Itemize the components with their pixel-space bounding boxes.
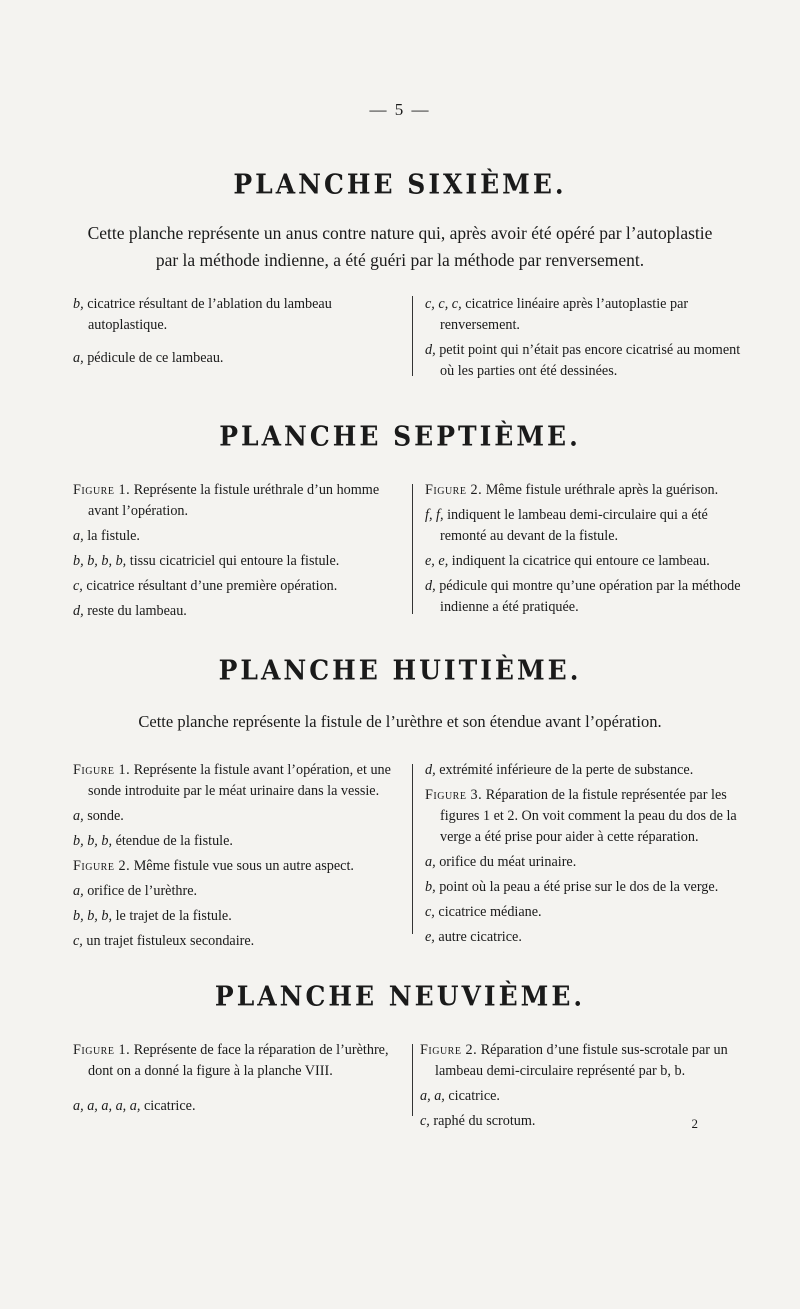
legend-item: a, a, a, a, a, cicatrice. [73,1098,196,1114]
legend-item: a, la fistule. [73,528,140,544]
legend-item: d, pédicule qui montre qu’une opération par la méthode indienne a été pratiquée. [425,578,741,615]
planche-6-right-column [425,294,750,386]
legend-item: f, f, indiquent le lambeau demi-circulaire qui a été remonté au devant de la fistule. [425,507,708,544]
planche-7-right-column [425,480,750,622]
planche-7-left-column [73,480,393,626]
legend-item: a, orifice de l’urèthre. [73,883,198,899]
planche-6-intro-line-2: par la méthode indienne, a été guéri par la méthode par renversement. [155,250,645,270]
figure-caption: Figure 1. Représente la fistule avant l’opération, et une sonde introduite par le méat urinaire dans la vessie. [73,762,391,799]
legend-item: b, cicatrice résultant de l’ablation du lambeau autoplastique. [73,296,332,333]
planche-9-right-column [420,1040,750,1136]
planche-6-left-column [73,294,391,373]
figure-caption: Figure 1. Représente la fistule uréthrale d’un homme avant l’opération. [73,482,380,519]
figure-caption: Figure 2. Même fistule uréthrale après la guérison. [425,482,719,498]
signature-mark: 2 [691,1116,698,1131]
legend-item: e, autre cicatrice. [425,929,522,945]
figure-caption: Figure 1. Représente de face la réparation de l’urèthre, dont on a donné la figure à la planche VIII. [73,1042,389,1079]
legend-item: c, c, c, cicatrice linéaire après l’autoplastie par renversement. [425,296,689,333]
legend-item: a, sonde. [73,808,124,824]
legend-item: d, reste du lambeau. [73,603,187,619]
legend-item: a, pédicule de ce lambeau. [73,350,224,366]
planche-6-intro [70,220,730,274]
planche-8-left-column [73,760,398,956]
legend-item: d, extrémité inférieure de la perte de substance. [425,762,694,778]
legend-item: b, b, b, étendue de la fistule. [73,833,233,849]
planche-9-title: PLANCHE NEUVIÈME. [214,980,586,1013]
legend-item: c, cicatrice résultant d’une première opération. [73,578,338,594]
column-divider [412,296,413,376]
legend-item: d, petit point qui n’était pas encore cicatrisé au moment où les parties ont été dessinées. [425,342,741,379]
planche-8-right-column [425,760,750,952]
page-number: — 5 — [369,100,431,119]
legend-item: a, a, cicatrice. [420,1088,500,1104]
planche-7-title: PLANCHE SEPTIÈME. [219,420,581,453]
planche-6-intro-line-1: Cette planche représente un anus contre nature qui, après avoir été opéré par l’autoplastie [87,223,713,243]
planche-9-left-column [73,1040,391,1121]
legend-item: b, point où la peau a été prise sur le dos de la verge. [425,879,719,895]
planche-8-intro: Cette planche représente la fistule de l’urèthre et son étendue avant l’opération. [138,712,662,731]
legend-item: c, cicatrice médiane. [425,904,542,920]
legend-item: a, orifice du méat urinaire. [425,854,577,870]
figure-caption: Figure 3. Réparation de la fistule représentée par les figures 1 et 2. On voit comment la peau du dos de la verge a été prise pour aider à cette réparation. [425,787,737,845]
legend-item: b, b, b, le trajet de la fistule. [73,908,232,924]
figure-caption: Figure 2. Même fistule vue sous un autre aspect. [73,858,354,874]
legend-item: e, e, indiquent la cicatrice qui entoure ce lambeau. [425,553,710,569]
planche-6-title: PLANCHE SIXIÈME. [233,168,567,201]
column-divider [412,1044,413,1116]
column-divider [412,764,413,934]
legend-item: c, raphé du scrotum. [420,1113,536,1129]
column-divider [412,484,413,614]
figure-caption: Figure 2. Réparation d’une fistule sus-scrotale par un lambeau demi-circulaire représenté par b, b. [420,1042,728,1079]
legend-item: b, b, b, b, tissu cicatriciel qui entoure la fistule. [73,553,340,569]
legend-item: c, un trajet fistuleux secondaire. [73,933,255,949]
planche-8-title: PLANCHE HUITIÈME. [218,654,582,687]
